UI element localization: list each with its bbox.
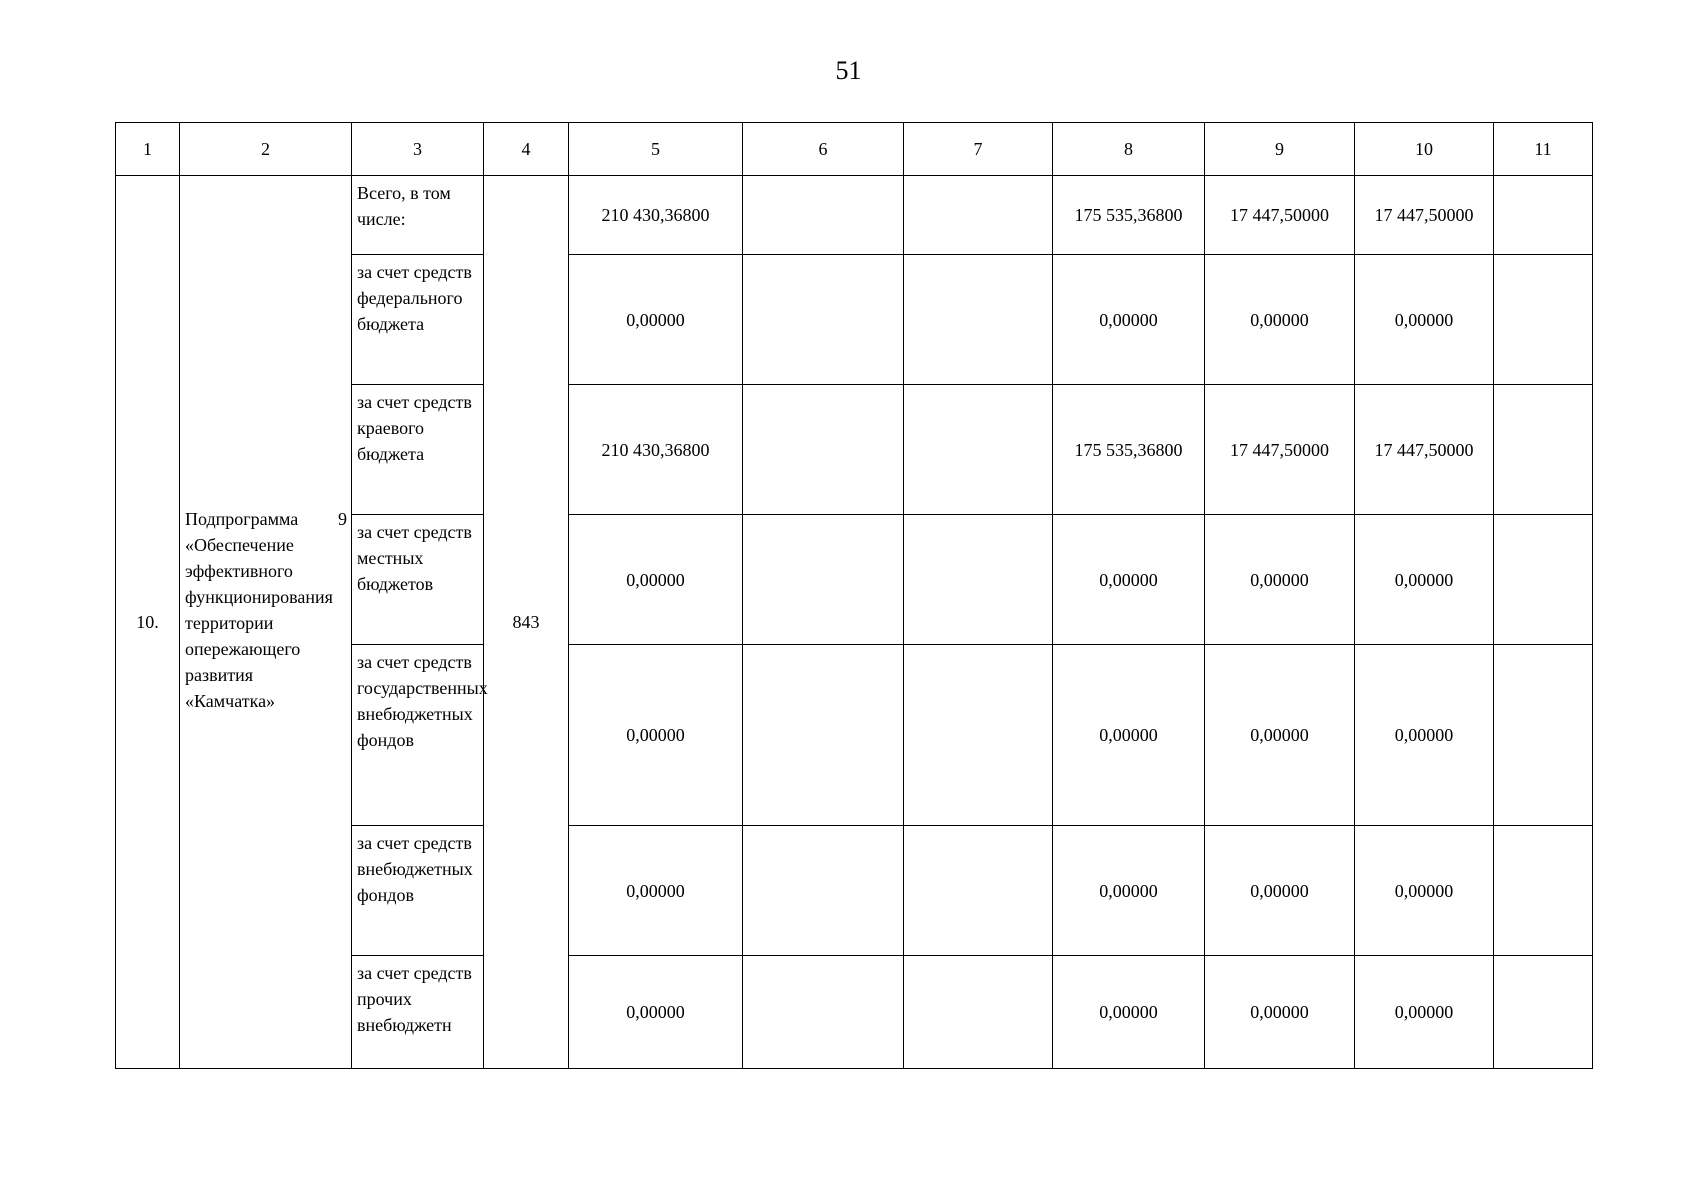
column-header: 11 bbox=[1494, 123, 1593, 176]
cell-col6 bbox=[743, 385, 904, 515]
cell-col7 bbox=[904, 826, 1053, 956]
cell-col8: 0,00000 bbox=[1053, 956, 1205, 1069]
cell-col7 bbox=[904, 385, 1053, 515]
funding-source: Всего, в том числе: bbox=[352, 176, 484, 255]
cell-col7 bbox=[904, 515, 1053, 645]
cell-col10: 0,00000 bbox=[1355, 826, 1494, 956]
cell-col7 bbox=[904, 255, 1053, 385]
cell-col5: 0,00000 bbox=[569, 255, 743, 385]
cell-col9: 17 447,50000 bbox=[1205, 385, 1355, 515]
funding-source: за счет средств государственных внебюджетных фондов bbox=[352, 645, 484, 826]
cell-col11 bbox=[1494, 176, 1593, 255]
column-header: 6 bbox=[743, 123, 904, 176]
cell-col11 bbox=[1494, 255, 1593, 385]
column-header-row bbox=[116, 123, 1593, 176]
cell-col11 bbox=[1494, 826, 1593, 956]
cell-col9: 0,00000 bbox=[1205, 255, 1355, 385]
funding-source: за счет средств местных бюджетов bbox=[352, 515, 484, 645]
cell-col6 bbox=[743, 255, 904, 385]
cell-col10: 17 447,50000 bbox=[1355, 385, 1494, 515]
column-header: 3 bbox=[352, 123, 484, 176]
cell-col6 bbox=[743, 515, 904, 645]
program-name-cell bbox=[180, 176, 352, 1069]
column-header: 2 bbox=[180, 123, 352, 176]
cell-col8: 0,00000 bbox=[1053, 515, 1205, 645]
cell-col6 bbox=[743, 826, 904, 956]
cell-col11 bbox=[1494, 956, 1593, 1069]
column-header: 1 bbox=[116, 123, 180, 176]
program-name: Подпрограмма 9 «Обеспечение эффективного функционирования территории опережающего развития «Камчатка» bbox=[185, 509, 347, 711]
cell-col9: 0,00000 bbox=[1205, 645, 1355, 826]
funding-source: за счет средств прочих внебюджетн bbox=[352, 956, 484, 1069]
cell-col8: 175 535,36800 bbox=[1053, 176, 1205, 255]
column-header: 4 bbox=[484, 123, 569, 176]
column-header: 10 bbox=[1355, 123, 1494, 176]
cell-col9: 0,00000 bbox=[1205, 956, 1355, 1069]
cell-col9: 0,00000 bbox=[1205, 515, 1355, 645]
cell-col5: 0,00000 bbox=[569, 956, 743, 1069]
funding-source: за счет средств внебюджетных фондов bbox=[352, 826, 484, 956]
column-header: 9 bbox=[1205, 123, 1355, 176]
cell-col9: 0,00000 bbox=[1205, 826, 1355, 956]
cell-col10: 0,00000 bbox=[1355, 645, 1494, 826]
cell-col5: 210 430,36800 bbox=[569, 176, 743, 255]
cell-col5: 0,00000 bbox=[569, 515, 743, 645]
budget-table bbox=[115, 122, 1593, 1069]
cell-col10: 0,00000 bbox=[1355, 255, 1494, 385]
cell-col6 bbox=[743, 176, 904, 255]
cell-col5: 0,00000 bbox=[569, 645, 743, 826]
row-number: 10. bbox=[116, 176, 180, 1069]
cell-col11 bbox=[1494, 515, 1593, 645]
cell-col7 bbox=[904, 645, 1053, 826]
cell-col5: 0,00000 bbox=[569, 826, 743, 956]
cell-col6 bbox=[743, 956, 904, 1069]
page-number: 51 bbox=[835, 56, 862, 85]
cell-col5: 210 430,36800 bbox=[569, 385, 743, 515]
cell-col11 bbox=[1494, 385, 1593, 515]
cell-col7 bbox=[904, 176, 1053, 255]
cell-col8: 0,00000 bbox=[1053, 645, 1205, 826]
cell-col10: 0,00000 bbox=[1355, 515, 1494, 645]
funding-source: за счет средств федерального бюджета bbox=[352, 255, 484, 385]
column-header: 7 bbox=[904, 123, 1053, 176]
cell-col6 bbox=[743, 645, 904, 826]
table-row bbox=[116, 176, 1593, 255]
funding-source: за счет средств краевого бюджета bbox=[352, 385, 484, 515]
cell-col8: 0,00000 bbox=[1053, 255, 1205, 385]
cell-col10: 17 447,50000 bbox=[1355, 176, 1494, 255]
cell-col9: 17 447,50000 bbox=[1205, 176, 1355, 255]
cell-col7 bbox=[904, 956, 1053, 1069]
column-header: 8 bbox=[1053, 123, 1205, 176]
column-header: 5 bbox=[569, 123, 743, 176]
cell-col11 bbox=[1494, 645, 1593, 826]
cell-col8: 175 535,36800 bbox=[1053, 385, 1205, 515]
cell-col10: 0,00000 bbox=[1355, 956, 1494, 1069]
cell-col8: 0,00000 bbox=[1053, 826, 1205, 956]
budget-code: 843 bbox=[484, 176, 569, 1069]
